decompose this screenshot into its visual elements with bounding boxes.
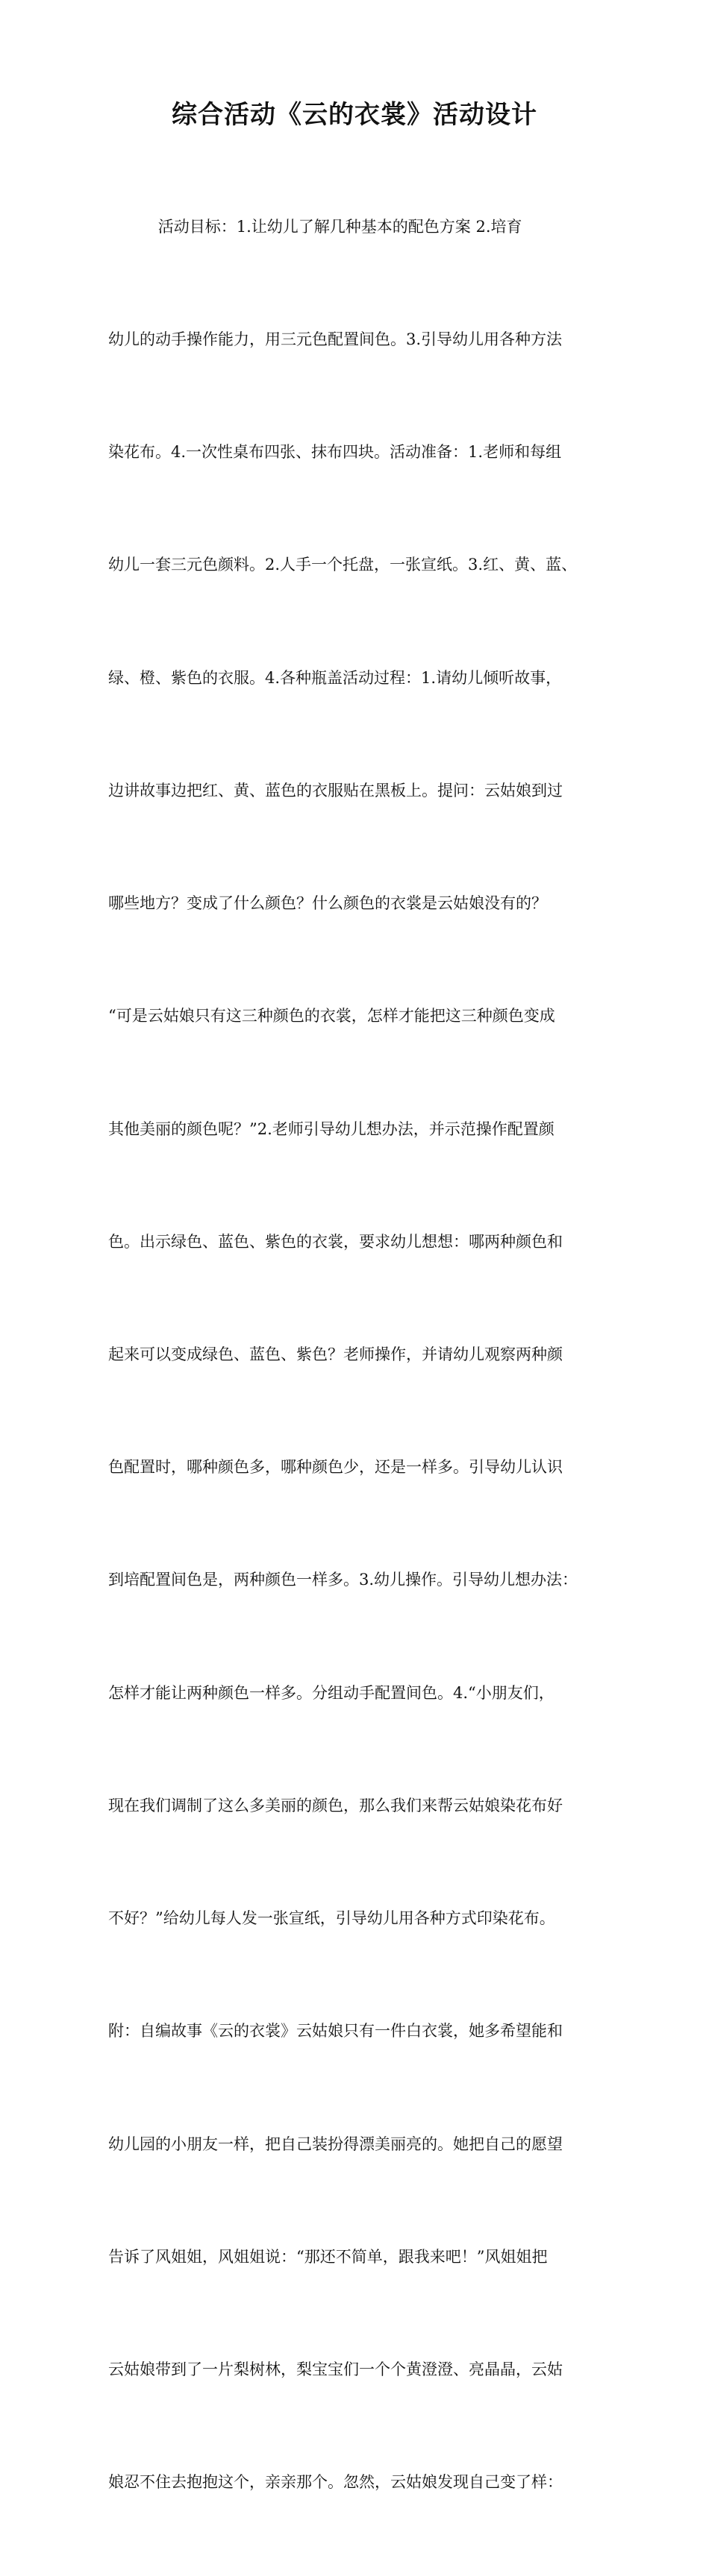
text-line: 怎样才能让两种颜色一样多。分组动手配置间色。4.“小朋友们， bbox=[108, 1683, 555, 1702]
text-line: 绿、橙、紫色的衣服。4.各种瓶盖活动过程：1.请幼儿倾听故事， bbox=[108, 668, 562, 687]
text-line: 现在我们调制了这么多美丽的颜色，那么我们来帮云姑娘染花布好 bbox=[108, 1796, 563, 1815]
text-line: 边讲故事边把红、黄、蓝色的衣服贴在黑板上。提问：云姑娘到过 bbox=[108, 781, 563, 799]
text-line: 染花布。4.一次性桌布四张、抹布四块。活动准备：1.老师和每组 bbox=[108, 443, 562, 462]
text-line: 娘忍不住去抱抱这个，亲亲那个。忽然，云姑娘发现自己变了样： bbox=[108, 2473, 563, 2492]
text-line: 幼儿园的小朋友一样，把自己装扮得漂美丽亮的。她把自己的愿望 bbox=[108, 2134, 563, 2153]
text-line: 其他美丽的颜色呢？”2.老师引导幼儿想办法，并示范操作配置颜 bbox=[108, 1119, 555, 1138]
document-body bbox=[108, 133, 616, 2576]
text-line: 到培配置间色是，两种颜色一样多。3.幼儿操作。引导幼儿想办法： bbox=[108, 1571, 578, 1589]
text-line: 哪些地方？变成了什么颜色？什么颜色的衣裳是云姑娘没有的？ bbox=[108, 894, 547, 913]
text-line: 色配置时，哪种颜色多，哪种颜色少，还是一样多。引导幼儿认识 bbox=[108, 1458, 563, 1477]
text-line: 幼儿的动手操作能力，用三元色配置间色。3.引导幼儿用各种方法 bbox=[108, 330, 563, 349]
text-line: 附：自编故事《云的衣裳》云姑娘只有一件白衣裳，她多希望能和 bbox=[108, 2022, 563, 2041]
text-line: 活动目标：1.让幼儿了解几种基本的配色方案 2.培育 bbox=[108, 217, 522, 236]
text-line: 不好？”给幼儿每人发一张宣纸，引导幼儿用各种方式印染花布。 bbox=[108, 1909, 555, 1928]
text-line: 幼儿一套三元色颜料。2.人手一个托盘，一张宣纸。3.红、黄、蓝、 bbox=[108, 556, 578, 574]
text-line: 云姑娘带到了一片梨树林，梨宝宝们一个个黄澄澄、亮晶晶，云姑 bbox=[108, 2360, 563, 2378]
document-title: 综合活动《云的衣裳》活动设计 bbox=[172, 100, 537, 130]
text-line: 告诉了风姐姐，风姐姐说：“那还不简单，跟我来吧！”风姐姐把 bbox=[108, 2247, 548, 2266]
text-line: “可是云姑娘只有这三种颜色的衣裳，怎样才能把这三种颜色变成 bbox=[108, 1007, 555, 1025]
text-line: 色。出示绿色、蓝色、紫色的衣裳，要求幼儿想想：哪两种颜色和 bbox=[108, 1232, 563, 1251]
text-line: 起来可以变成绿色、蓝色、紫色？老师操作，并请幼儿观察两种颜 bbox=[108, 1345, 563, 1363]
